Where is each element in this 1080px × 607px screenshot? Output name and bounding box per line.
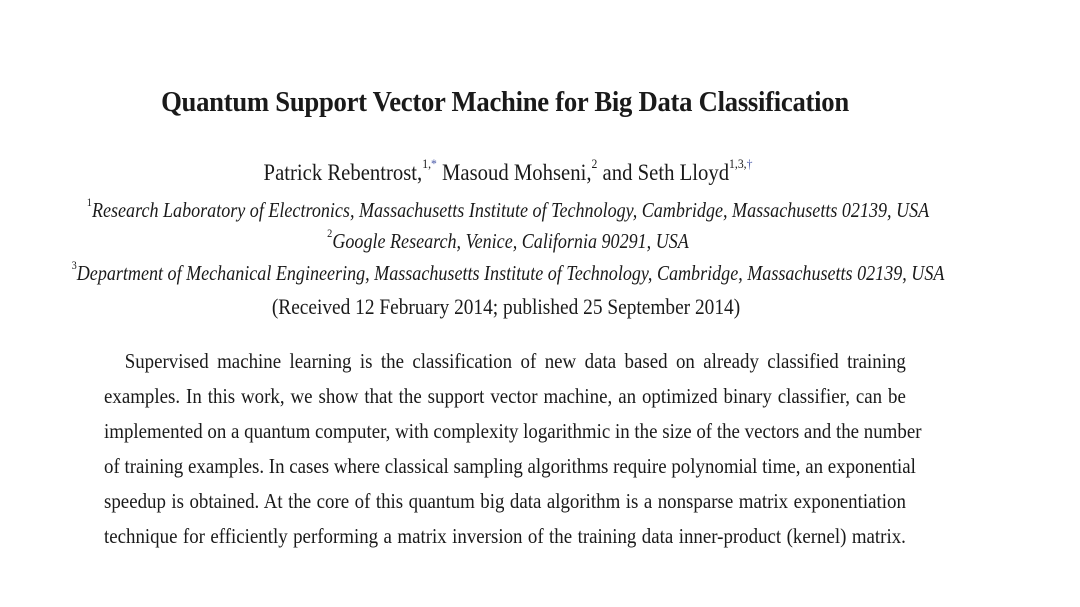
publication-dates: (Received 12 February 2014; published 25 September 2014) bbox=[271, 294, 741, 319]
abstract-line: implemented on a quantum computer, with complexity logarithmic in the size of the vectors and the number bbox=[104, 419, 922, 443]
author-name: Patrick Rebentrost, bbox=[263, 160, 423, 185]
affiliation-1 bbox=[71, 195, 945, 223]
affiliation-2 bbox=[71, 226, 945, 254]
affiliation-text: Department of Mechanical Engineering, Massachusetts Institute of Technology, Cambridge, Massachusetts 02139, USA bbox=[76, 261, 945, 285]
abstract-line: examples. In this work, we show that the support vector machine, an optimized binary classifier, can be bbox=[104, 384, 906, 408]
corresponding-author-link[interactable]: * bbox=[430, 156, 437, 171]
affiliation-number: 3 bbox=[71, 258, 77, 272]
abstract-line: Supervised machine learning is the classification of new data based on already classified training bbox=[124, 349, 906, 373]
author-name: and Seth Lloyd bbox=[602, 160, 730, 185]
author-affiliation-ref: 2 bbox=[591, 156, 598, 171]
abstract bbox=[104, 344, 922, 554]
author-list bbox=[51, 156, 965, 186]
author-name: Masoud Mohseni, bbox=[442, 160, 592, 185]
affiliation-number: 2 bbox=[327, 226, 333, 240]
affiliation-number: 1 bbox=[86, 195, 92, 209]
affiliation-text: Google Research, Venice, California 90291, USA bbox=[332, 229, 689, 253]
author-footnote-link[interactable]: † bbox=[746, 156, 753, 171]
abstract-line: technique for efficiently performing a matrix inversion of the training data inner-product (kernel) matrix. bbox=[104, 524, 906, 548]
paper-title: Quantum Support Vector Machine for Big Data Classification bbox=[161, 86, 849, 118]
affiliation-text: Research Laboratory of Electronics, Massachusetts Institute of Technology, Cambridge, Massachusetts 02139, USA bbox=[91, 198, 930, 222]
abstract-line: speedup is obtained. At the core of this quantum big data algorithm is a nonsparse matrix exponentiation bbox=[104, 489, 906, 513]
author-affiliation-ref: 1, bbox=[422, 156, 431, 171]
abstract-line: of training examples. In cases where classical sampling algorithms require polynomial time, an exponential bbox=[104, 454, 916, 478]
author-affiliation-ref: 1,3, bbox=[729, 156, 747, 171]
affiliation-3 bbox=[71, 258, 945, 286]
